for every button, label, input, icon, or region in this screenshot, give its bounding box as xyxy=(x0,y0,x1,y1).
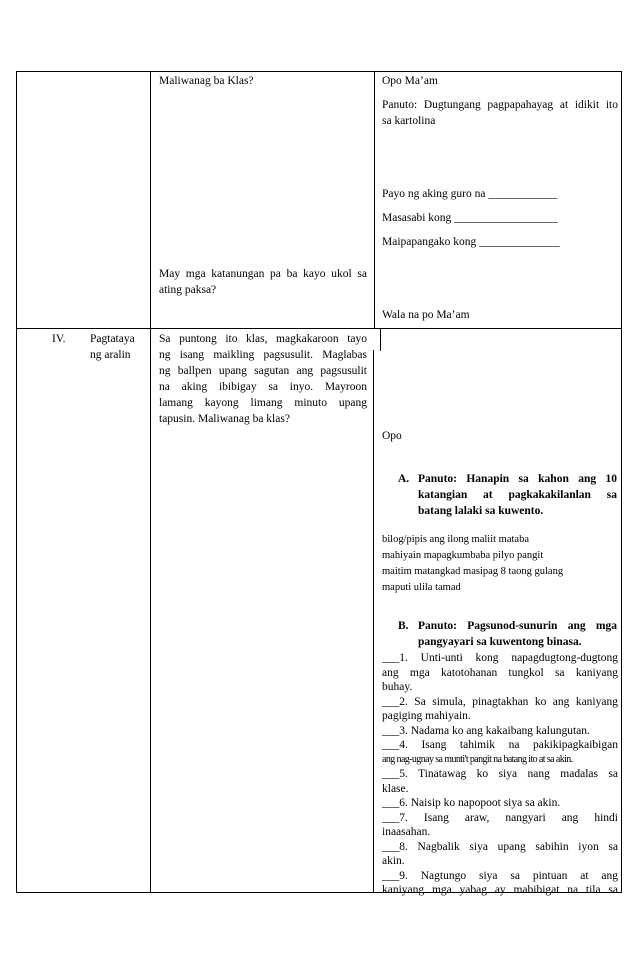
list-item: inaasahan. xyxy=(382,826,431,838)
section-heading-line2: ng aralin xyxy=(90,349,131,361)
word-row: bilog/pipis ang ilong maliit mataba xyxy=(382,534,529,545)
teacher-question-more-line2: ating paksa? xyxy=(159,284,217,296)
instruction-line: na aking ibibigay sa inyo. Mayroon xyxy=(159,381,367,393)
row-divider xyxy=(16,328,622,329)
table-top-border xyxy=(16,71,622,72)
part-a-label: A. xyxy=(398,473,410,485)
list-item: buhay. xyxy=(382,681,413,693)
student-answer-opo-2: Opo xyxy=(382,430,402,442)
panuto-instruction-line2: sa kartolina xyxy=(382,115,436,127)
part-a-instruction-line: katangian at pagkakakilanlan sa xyxy=(418,489,617,501)
maipapangako-blank: Maipapangako kong ______________ xyxy=(382,236,560,248)
part-b-instruction-line2: pangyayari sa kuwentong binasa. xyxy=(418,636,582,648)
list-item: pagiging mahiyain. xyxy=(382,710,471,722)
list-item: kaniyang mga yabag ay mabibigat na tila sa xyxy=(382,884,618,896)
column-divider-1 xyxy=(150,71,151,893)
teacher-question-more: May mga katanungan pa ba kayo ukol sa xyxy=(159,268,367,280)
list-item: ___5. Tinatawag ko siya nang madalas sa xyxy=(382,768,618,780)
teacher-question-understood: Maliwanag ba Klas? xyxy=(159,75,254,87)
list-item: ___4. Isang tahimik na pakikipagkaibigan xyxy=(382,739,618,751)
table-right-border xyxy=(621,71,622,893)
list-item: ang mga katotohanan tungkol sa kaniyang xyxy=(382,666,618,679)
column-divider-2b xyxy=(380,329,381,351)
list-item: ___9. Nagtungo siya sa pintuan at ang xyxy=(382,869,618,882)
list-item: ___1. Unti-unti kong napagdugtong-dugtong xyxy=(382,652,618,664)
list-item: ___8. Nagbalik siya upang sabihin iyon sa xyxy=(382,840,618,853)
part-b-instruction: Panuto: Pagsunod-sunurin ang mga xyxy=(418,620,617,632)
list-item: ___2. Sa simula, pinagtakhan ko ang kaniyang xyxy=(382,695,618,708)
masasabi-blank: Masasabi kong __________________ xyxy=(382,212,558,224)
word-row: maputi ulila tamad xyxy=(382,582,461,593)
instruction-line-last: tapusin. Maliwanag ba klas? xyxy=(159,413,290,425)
table-left-border xyxy=(16,71,17,893)
part-a-instruction: Panuto: Hanapin sa kahon ang 10 xyxy=(418,473,617,485)
part-b-label: B. xyxy=(398,620,409,632)
list-item: ang nag-ugnay sa munti't pangit na batang ito at sa akin. xyxy=(382,753,573,765)
student-answer-wala: Wala na po Ma’am xyxy=(382,309,470,321)
part-a-instruction-last: batang lalaki sa kuwento. xyxy=(418,505,544,517)
column-divider-2c xyxy=(373,350,374,893)
column-divider-2a xyxy=(374,71,375,329)
instruction-line: lamang kayong limang minuto upang xyxy=(159,397,367,409)
section-heading: Pagtataya xyxy=(90,333,135,345)
list-item: akin. xyxy=(382,855,405,867)
instruction-line: Sa puntong ito klas, magkakaroon tayo xyxy=(159,333,367,345)
list-item: ___6. Naisip ko napopoot siya sa akin. xyxy=(382,797,561,809)
panuto-instruction: Panuto: Dugtungang pagpapahayag at idikit ito xyxy=(382,99,618,111)
payo-blank: Payo ng aking guro na ____________ xyxy=(382,188,558,200)
list-item: ___7. Isang araw, nangyari ang hindi xyxy=(382,811,618,824)
instruction-line: ng ballpen upang sagutan ang pagsusulit xyxy=(159,365,367,377)
instruction-line: ng isang maikling pagsusulit. Maglabas xyxy=(159,349,367,361)
word-row: maitim matangkad masipag 8 taong gulang xyxy=(382,566,564,577)
list-item: ___3. Nadama ko ang kakaibang kalungutan. xyxy=(382,724,590,737)
word-row: mahiyain mapagkumbaba pilyo pangit xyxy=(382,550,544,561)
section-number: IV. xyxy=(52,333,66,345)
student-answer-opo: Opo Ma’am xyxy=(382,75,438,87)
list-item: klase. xyxy=(382,782,409,795)
